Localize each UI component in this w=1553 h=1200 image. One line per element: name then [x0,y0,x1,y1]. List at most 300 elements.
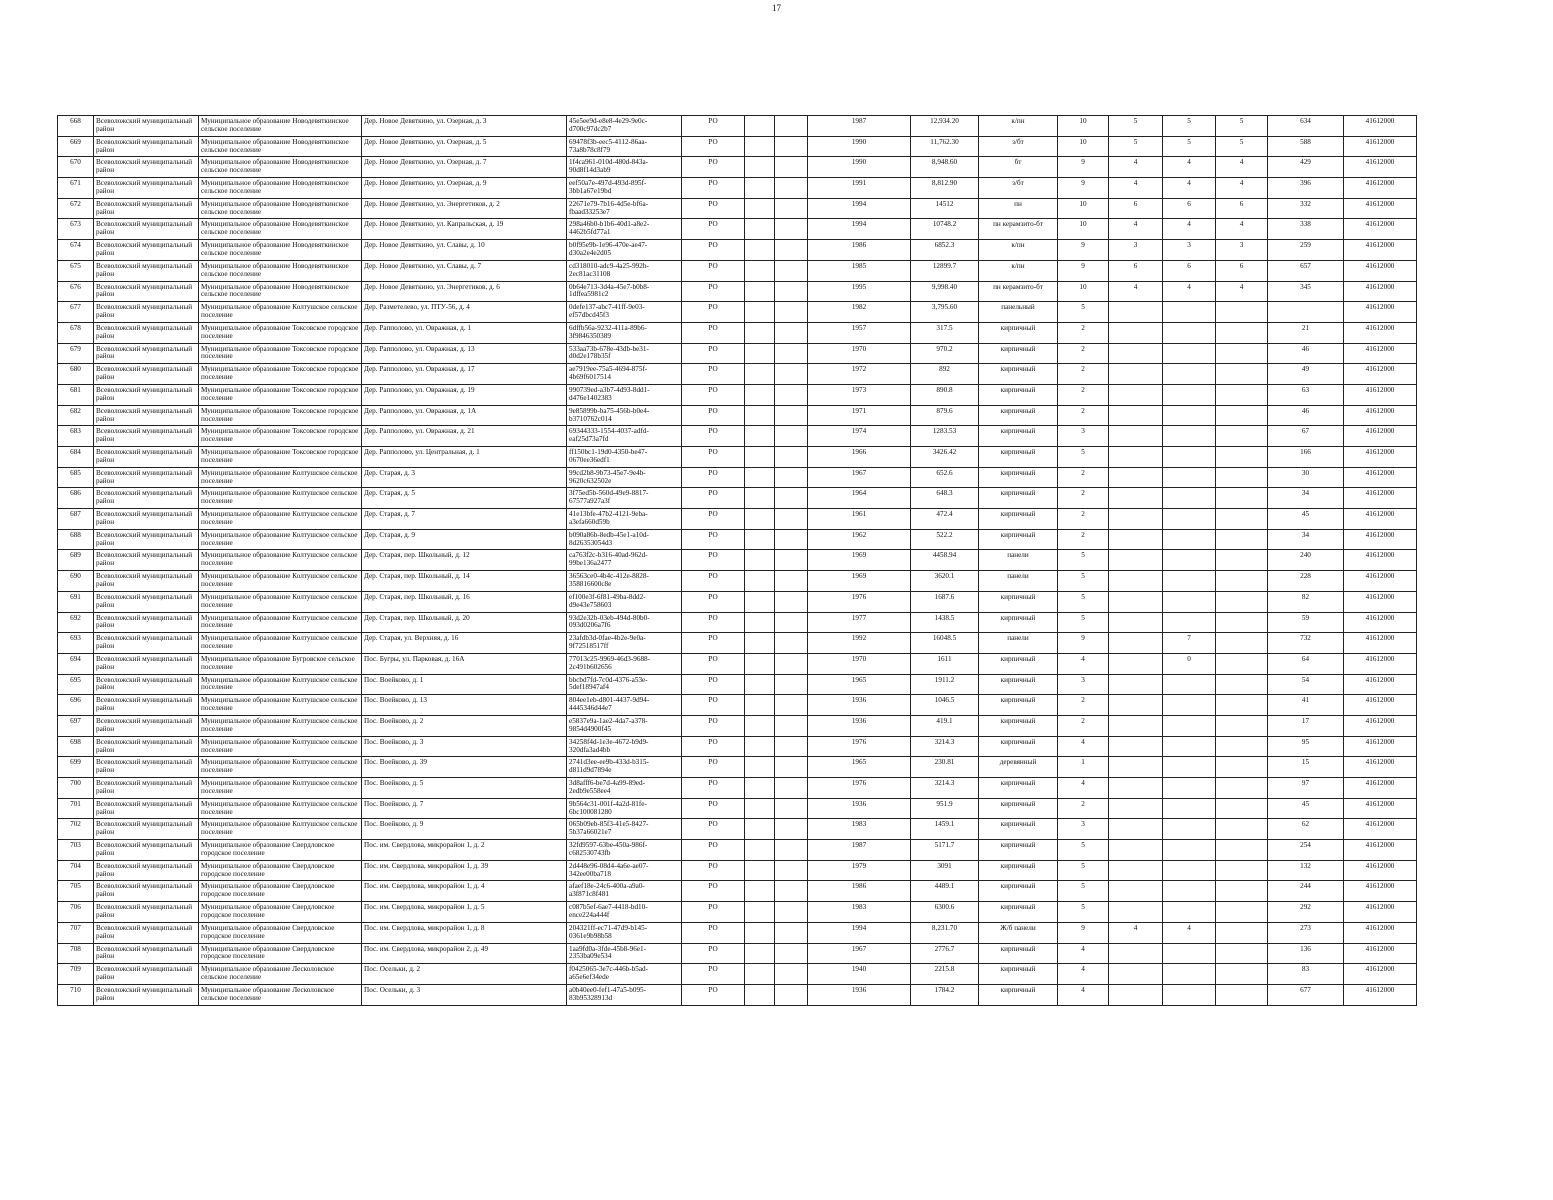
cell-address: Дер. Старая, д. 7 [362,509,567,530]
cell-guid: f0425065-3e7c-446b-b5ad-a65e6ef34ede [567,964,682,985]
cell-district: Всеволожский муниципальный район [94,343,199,364]
cell-area: 652.6 [911,467,979,488]
cell-guid: 3d8afff6-be7d-4a99-89ed-2edb9e558ee4 [567,778,682,799]
cell-district: Всеволожский муниципальный район [94,943,199,964]
cell-wall: кирпичный [979,426,1058,447]
cell-year: 1974 [808,426,911,447]
cell-address: Пос. Воейково, д. 1 [362,674,567,695]
cell-district: Всеволожский муниципальный район [94,467,199,488]
cell-guid: 1f4ca961-010d-480d-843a-90d8f14d3ab9 [567,157,682,178]
cell-guid: 36563ce0-4b4c-412e-8828-358816600c8e [567,571,682,592]
cell-wall: панельный [979,302,1058,323]
cell-floors: 5 [1058,881,1109,902]
cell-c1: 4 [1109,922,1163,943]
cell-c3 [1216,984,1268,1005]
cell-address: Дер. Новое Девяткино, ул. Капральская, д. 19 [362,219,567,240]
cell-address: Пос. Осельки, д. 2 [362,964,567,985]
cell-district: Всеволожский муниципальный район [94,653,199,674]
table-row [58,529,1417,550]
cell-c1: 3 [1109,240,1163,261]
cell-address: Дер. Рапполово, ул. Овражная, д. 13 [362,343,567,364]
cell-apartments: 34 [1268,488,1344,509]
cell-empty1 [745,653,775,674]
cell-status: РО [682,757,745,778]
cell-empty1 [745,447,775,468]
cell-c2 [1163,757,1216,778]
cell-oktmo: 41612000 [1344,695,1417,716]
cell-status: РО [682,943,745,964]
cell-wall: кирпичный [979,881,1058,902]
cell-c3 [1216,653,1268,674]
cell-address: Дер. Рапполово, ул. Овражная, д. 19 [362,384,567,405]
cell-empty2 [775,302,808,323]
cell-c3 [1216,426,1268,447]
cell-num: 676 [58,281,94,302]
cell-c1: 5 [1109,136,1163,157]
cell-c3 [1216,509,1268,530]
cell-year: 1969 [808,571,911,592]
cell-area: 3214.3 [911,778,979,799]
cell-guid: 3f75ed5b-560d-49e9-8817-67577a927a3f [567,488,682,509]
cell-status: РО [682,633,745,654]
cell-c1 [1109,943,1163,964]
cell-empty1 [745,591,775,612]
cell-c1 [1109,591,1163,612]
cell-guid: 533aa73b-678e-43db-be31-d0d2e178b35f [567,343,682,364]
cell-area: 6852.3 [911,240,979,261]
cell-status: РО [682,488,745,509]
cell-empty1 [745,240,775,261]
cell-empty2 [775,509,808,530]
cell-c2 [1163,529,1216,550]
table-row [58,157,1417,178]
table-row [58,302,1417,323]
cell-year: 1970 [808,653,911,674]
cell-floors: 3 [1058,819,1109,840]
cell-area: 1611 [911,653,979,674]
cell-wall: кирпичный [979,798,1058,819]
cell-num: 686 [58,488,94,509]
cell-year: 1973 [808,384,911,405]
cell-address: Дер. Старая, д. 9 [362,529,567,550]
cell-municipality: Муниципальное образование Новодевяткинское сельское поселение [199,260,362,281]
cell-apartments: 46 [1268,343,1344,364]
cell-c2: 3 [1163,240,1216,261]
cell-year: 1987 [808,116,911,137]
cell-c1: 4 [1109,157,1163,178]
cell-status: РО [682,343,745,364]
cell-c1 [1109,715,1163,736]
cell-empty1 [745,633,775,654]
cell-num: 696 [58,695,94,716]
cell-floors: 5 [1058,860,1109,881]
table-row [58,405,1417,426]
cell-district: Всеволожский муниципальный район [94,881,199,902]
cell-c3: 5 [1216,116,1268,137]
cell-num: 685 [58,467,94,488]
cell-num: 678 [58,322,94,343]
cell-municipality: Муниципальное образование Колтушское сельское поселение [199,757,362,778]
cell-district: Всеволожский муниципальный район [94,302,199,323]
cell-c3: 6 [1216,198,1268,219]
cell-year: 1969 [808,550,911,571]
cell-floors: 2 [1058,529,1109,550]
cell-municipality: Муниципальное образование Бугровское сельское поселение [199,653,362,674]
cell-empty1 [745,322,775,343]
cell-guid: a0b40ee0-fef1-47a5-b095-83b95328913d [567,984,682,1005]
cell-wall: панели [979,633,1058,654]
cell-year: 1990 [808,136,911,157]
cell-empty1 [745,405,775,426]
cell-floors: 10 [1058,198,1109,219]
cell-oktmo: 41612000 [1344,571,1417,592]
cell-municipality: Муниципальное образование Колтушское сельское поселение [199,591,362,612]
cell-status: РО [682,384,745,405]
cell-guid: 9b564c31-001f-4a2d-81fe-6bc100081280 [567,798,682,819]
cell-address: Дер. Рапполово, ул. Овражная, д. 1 [362,322,567,343]
cell-area: 522.2 [911,529,979,550]
cell-floors: 4 [1058,984,1109,1005]
cell-c2 [1163,840,1216,861]
cell-guid: 204321ff-ec71-47d9-b145-0361e9b98b58 [567,922,682,943]
cell-guid: 45e5ee9d-e8e8-4e29-9e0c-d700c97dc2b7 [567,116,682,137]
table-row [58,281,1417,302]
cell-c2 [1163,509,1216,530]
cell-c2 [1163,488,1216,509]
cell-status: РО [682,881,745,902]
cell-empty1 [745,157,775,178]
cell-empty2 [775,322,808,343]
cell-address: Дер. Новое Девяткино, ул. Славы, д. 7 [362,260,567,281]
cell-empty1 [745,840,775,861]
cell-municipality: Муниципальное образование Токсовское городское поселение [199,364,362,385]
cell-c3 [1216,674,1268,695]
cell-oktmo: 41612000 [1344,902,1417,923]
cell-status: РО [682,798,745,819]
cell-area: 3,795.60 [911,302,979,323]
cell-empty1 [745,757,775,778]
cell-c3 [1216,695,1268,716]
cell-wall: кирпичный [979,819,1058,840]
cell-status: РО [682,364,745,385]
table-row [58,633,1417,654]
cell-c1 [1109,529,1163,550]
cell-empty1 [745,881,775,902]
cell-c2 [1163,674,1216,695]
cell-address: Пос. Воейково, д. 13 [362,695,567,716]
table-row [58,384,1417,405]
cell-empty1 [745,612,775,633]
cell-address: Дер. Рапполово, ул. Центральная, д. 1 [362,447,567,468]
cell-municipality: Муниципальное образование Колтушское сельское поселение [199,488,362,509]
cell-empty2 [775,984,808,1005]
cell-address: Дер. Новое Девяткино, ул. Озерная, д. 3 [362,116,567,137]
cell-wall: кирпичный [979,343,1058,364]
cell-c3 [1216,343,1268,364]
cell-year: 1957 [808,322,911,343]
cell-empty2 [775,715,808,736]
cell-c2 [1163,612,1216,633]
table-row [58,488,1417,509]
cell-c2 [1163,322,1216,343]
cell-address: Пос. им. Свердлова, микрорайон 1, д. 39 [362,860,567,881]
cell-wall: кирпичный [979,488,1058,509]
cell-apartments: 588 [1268,136,1344,157]
table-row [58,219,1417,240]
cell-apartments: 657 [1268,260,1344,281]
cell-empty1 [745,943,775,964]
cell-address: Пос. Воейково, д. 2 [362,715,567,736]
cell-year: 1994 [808,219,911,240]
cell-oktmo: 41612000 [1344,653,1417,674]
cell-c1 [1109,736,1163,757]
cell-c2 [1163,426,1216,447]
cell-municipality: Муниципальное образование Новодевяткинское сельское поселение [199,240,362,261]
cell-year: 1982 [808,302,911,323]
cell-c3 [1216,798,1268,819]
cell-address: Пос. им. Свердлова, микрорайон 2, д. 49 [362,943,567,964]
cell-municipality: Муниципальное образование Лесколовское сельское поселение [199,984,362,1005]
cell-wall: кирпичный [979,509,1058,530]
cell-area: 3426.42 [911,447,979,468]
cell-num: 693 [58,633,94,654]
cell-empty2 [775,653,808,674]
table-row [58,674,1417,695]
cell-c3 [1216,591,1268,612]
table-row [58,902,1417,923]
cell-wall: кирпичный [979,860,1058,881]
cell-status: РО [682,984,745,1005]
cell-num: 677 [58,302,94,323]
cell-empty2 [775,757,808,778]
cell-apartments: 97 [1268,778,1344,799]
cell-guid: 0b64e713-3d4a-45e7-b0b8-1dffea5981c2 [567,281,682,302]
cell-c3 [1216,964,1268,985]
table-row [58,509,1417,530]
cell-year: 1965 [808,674,911,695]
cell-num: 707 [58,922,94,943]
cell-district: Всеволожский муниципальный район [94,571,199,592]
cell-area: 3620.1 [911,571,979,592]
cell-c2 [1163,384,1216,405]
cell-c3: 5 [1216,136,1268,157]
cell-c1 [1109,405,1163,426]
cell-num: 675 [58,260,94,281]
cell-num: 671 [58,178,94,199]
cell-num: 705 [58,881,94,902]
cell-floors: 10 [1058,116,1109,137]
cell-year: 1964 [808,488,911,509]
cell-empty2 [775,467,808,488]
cell-floors: 2 [1058,467,1109,488]
cell-district: Всеволожский муниципальный район [94,509,199,530]
cell-c2 [1163,984,1216,1005]
cell-empty2 [775,405,808,426]
page-number: 17 [772,3,781,13]
cell-wall: кирпичный [979,322,1058,343]
cell-empty2 [775,674,808,695]
cell-num: 697 [58,715,94,736]
cell-empty2 [775,136,808,157]
cell-floors: 10 [1058,136,1109,157]
cell-empty1 [745,488,775,509]
cell-c2: 6 [1163,198,1216,219]
cell-empty2 [775,488,808,509]
cell-apartments: 63 [1268,384,1344,405]
cell-area: 230.81 [911,757,979,778]
cell-c3: 6 [1216,260,1268,281]
cell-guid: c087b5ef-6ae7-4418-bd10-ence224a444f [567,902,682,923]
cell-empty1 [745,529,775,550]
cell-guid: 298a46b0-b1b6-40d1-a8e2-4462b5fd77a1 [567,219,682,240]
cell-area: 4458.94 [911,550,979,571]
cell-apartments: 83 [1268,964,1344,985]
cell-c2 [1163,881,1216,902]
cell-apartments: 332 [1268,198,1344,219]
cell-num: 710 [58,984,94,1005]
cell-municipality: Муниципальное образование Колтушское сельское поселение [199,302,362,323]
cell-year: 1976 [808,591,911,612]
cell-status: РО [682,260,745,281]
cell-guid: 1aa9fd0a-3fde-45b8-96e1-2353ba09e534 [567,943,682,964]
cell-area: 8,948.60 [911,157,979,178]
cell-year: 1991 [808,178,911,199]
cell-wall: деревянный [979,757,1058,778]
cell-empty2 [775,964,808,985]
table-row [58,840,1417,861]
cell-c1 [1109,550,1163,571]
cell-guid: 32fd9597-63be-450a-986f-c682530743fb [567,840,682,861]
cell-empty2 [775,529,808,550]
cell-municipality: Муниципальное образование Свердловское городское поселение [199,943,362,964]
cell-district: Всеволожский муниципальный район [94,922,199,943]
cell-district: Всеволожский муниципальный район [94,260,199,281]
cell-floors: 9 [1058,178,1109,199]
cell-district: Всеволожский муниципальный район [94,157,199,178]
cell-address: Дер. Старая, пер. Школьный, д. 14 [362,571,567,592]
cell-oktmo: 41612000 [1344,157,1417,178]
cell-empty2 [775,426,808,447]
cell-empty1 [745,136,775,157]
cell-c3 [1216,860,1268,881]
cell-oktmo: 41612000 [1344,860,1417,881]
table-row [58,943,1417,964]
cell-year: 1994 [808,198,911,219]
cell-wall: пн керамзито-бт [979,219,1058,240]
cell-area: 9,998.40 [911,281,979,302]
cell-district: Всеволожский муниципальный район [94,198,199,219]
cell-num: 689 [58,550,94,571]
cell-year: 1936 [808,715,911,736]
cell-area: 951.9 [911,798,979,819]
cell-c1 [1109,509,1163,530]
cell-empty1 [745,778,775,799]
cell-c2 [1163,447,1216,468]
cell-c1 [1109,695,1163,716]
cell-floors: 9 [1058,157,1109,178]
cell-floors: 5 [1058,550,1109,571]
cell-c2: 5 [1163,116,1216,137]
cell-municipality: Муниципальное образование Колтушское сельское поселение [199,778,362,799]
cell-apartments: 30 [1268,467,1344,488]
cell-apartments: 244 [1268,881,1344,902]
cell-c2: 4 [1163,922,1216,943]
cell-c2 [1163,343,1216,364]
cell-wall: кирпичный [979,736,1058,757]
table-row [58,798,1417,819]
cell-floors: 2 [1058,798,1109,819]
cell-apartments: 338 [1268,219,1344,240]
cell-c3 [1216,384,1268,405]
cell-municipality: Муниципальное образование Новодевяткинское сельское поселение [199,281,362,302]
cell-empty2 [775,860,808,881]
cell-apartments: 34 [1268,529,1344,550]
cell-c2: 4 [1163,281,1216,302]
cell-empty1 [745,364,775,385]
cell-empty1 [745,819,775,840]
cell-c1 [1109,612,1163,633]
cell-address: Дер. Новое Девяткино, ул. Озерная, д. 9 [362,178,567,199]
cell-year: 1940 [808,964,911,985]
cell-empty2 [775,840,808,861]
cell-c2 [1163,715,1216,736]
cell-area: 1046.5 [911,695,979,716]
cell-c3 [1216,364,1268,385]
cell-area: 4489.1 [911,881,979,902]
cell-c2 [1163,695,1216,716]
cell-area: 16048.5 [911,633,979,654]
table-row [58,447,1417,468]
cell-empty1 [745,281,775,302]
cell-year: 1987 [808,840,911,861]
cell-apartments: 45 [1268,798,1344,819]
cell-wall: кирпичный [979,612,1058,633]
table-row [58,819,1417,840]
cell-municipality: Муниципальное образование Токсовское городское поселение [199,405,362,426]
cell-c3 [1216,943,1268,964]
cell-district: Всеволожский муниципальный район [94,426,199,447]
cell-oktmo: 41612000 [1344,116,1417,137]
cell-guid: 41e13bfe-47b2-4121-9eba-a3efa660d59b [567,509,682,530]
cell-year: 1936 [808,984,911,1005]
cell-area: 12,934.20 [911,116,979,137]
cell-wall: пн керамзито-бт [979,281,1058,302]
cell-c3 [1216,322,1268,343]
cell-area: 1784.2 [911,984,979,1005]
cell-municipality: Муниципальное образование Колтушское сельское поселение [199,695,362,716]
cell-oktmo: 41612000 [1344,260,1417,281]
cell-guid: 9e85899b-ba75-456b-b0e4-b3710762c014 [567,405,682,426]
cell-floors: 2 [1058,488,1109,509]
cell-wall: пн [979,198,1058,219]
cell-empty1 [745,219,775,240]
cell-c3 [1216,405,1268,426]
cell-address: Дер. Старая, пер. Школьный, д. 20 [362,612,567,633]
cell-apartments: 132 [1268,860,1344,881]
cell-area: 14512 [911,198,979,219]
cell-address: Пос. Воейково, д. 3 [362,736,567,757]
cell-floors: 5 [1058,612,1109,633]
cell-apartments: 240 [1268,550,1344,571]
table-row [58,571,1417,592]
cell-empty2 [775,736,808,757]
cell-status: РО [682,736,745,757]
cell-year: 1961 [808,509,911,530]
cell-empty2 [775,922,808,943]
cell-oktmo: 41612000 [1344,281,1417,302]
cell-floors: 2 [1058,715,1109,736]
cell-c1 [1109,964,1163,985]
